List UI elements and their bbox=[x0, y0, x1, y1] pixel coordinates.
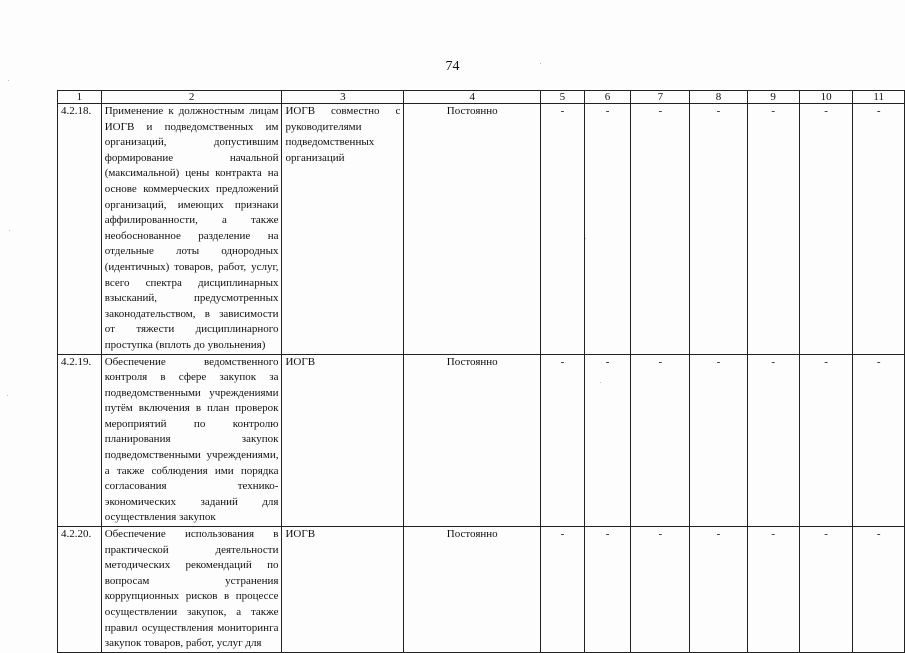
table-row bbox=[58, 104, 905, 355]
header-cell-8: 8 bbox=[690, 91, 747, 104]
col-5-value: - bbox=[541, 527, 585, 653]
executor-text: ИОГВ bbox=[282, 354, 404, 527]
header-cell-7: 7 bbox=[631, 91, 690, 104]
table-row bbox=[58, 527, 905, 653]
col-10-value: - bbox=[799, 527, 853, 653]
col-7-value: - bbox=[631, 104, 690, 355]
term-text: Постоянно bbox=[404, 104, 541, 355]
scan-speck bbox=[9, 230, 10, 231]
scan-speck bbox=[540, 63, 541, 64]
scan-speck bbox=[7, 395, 8, 396]
header-cell-4: 4 bbox=[404, 91, 541, 104]
header-cell-2: 2 bbox=[101, 91, 282, 104]
row-number: 4.2.18. bbox=[58, 104, 102, 355]
measure-text: Обеспечение использования в практической деятельности методических рекомендаций по вопросам устранения коррупционных рисков в процессе осуществлении закупок, а также правил осуществления мониторинга закупок товаров, работ, услуг для bbox=[101, 527, 282, 653]
col-10-value: - bbox=[799, 354, 853, 527]
measure-text: Обеспечение ведомственного контроля в сфере закупок за подведомственными учреждениями путём включения в план проверок мероприятий по контролю планирования закупок подведомственными учреждениями, а также соблюдения ими порядка согласования технико-экономических заданий для осуществления закупок bbox=[101, 354, 282, 527]
executor-text: ИОГВ bbox=[282, 527, 404, 653]
header-cell-1: 1 bbox=[58, 91, 102, 104]
col-6-value: - bbox=[584, 104, 631, 355]
header-row bbox=[58, 91, 905, 104]
term-text: Постоянно bbox=[404, 527, 541, 653]
col-9-value: - bbox=[747, 354, 799, 527]
header-cell-6: 6 bbox=[584, 91, 631, 104]
term-text: Постоянно bbox=[404, 354, 541, 527]
col-8-value: - bbox=[690, 527, 747, 653]
scan-speck bbox=[8, 80, 9, 81]
col-11-value: - bbox=[853, 354, 905, 527]
col-11-value: - bbox=[853, 527, 905, 653]
header-cell-11: 11 bbox=[853, 91, 905, 104]
row-number: 4.2.19. bbox=[58, 354, 102, 527]
header-cell-10: 10 bbox=[799, 91, 853, 104]
header-cell-5: 5 bbox=[541, 91, 585, 104]
col-6-value: - bbox=[584, 354, 631, 527]
scan-speck bbox=[600, 382, 601, 383]
col-9-value: - bbox=[747, 527, 799, 653]
executor-text: ИОГВ совместно с руководителями подведомственных организаций bbox=[282, 104, 404, 355]
table-row bbox=[58, 354, 905, 527]
header-cell-9: 9 bbox=[747, 91, 799, 104]
col-7-value: - bbox=[631, 527, 690, 653]
col-6-value: - bbox=[584, 527, 631, 653]
col-7-value: - bbox=[631, 354, 690, 527]
scan-speck bbox=[585, 238, 586, 239]
col-8-value: - bbox=[690, 104, 747, 355]
page-number: 74 bbox=[445, 59, 460, 74]
col-9-value: - bbox=[747, 104, 799, 355]
col-5-value: - bbox=[541, 104, 585, 355]
row-number: 4.2.20. bbox=[58, 527, 102, 653]
header-cell-3: 3 bbox=[282, 91, 404, 104]
measure-text: Применение к должностным лицам ИОГВ и подведомственных им организаций, допустившим формирование начальной (максимальной) цены контракта на основе коммерческих предложений организаций, имеющих признаки аффилированности, а также необоснованное разделение на отдельные лоты однородных (идентичных) товаров, работ, услуг, всего спектра дисциплинарных взысканий, предусмотренных законодательством, в зависимости от тяжести дисциплинарного проступка (вплоть до увольнения) bbox=[101, 104, 282, 355]
col-10-value: - bbox=[799, 104, 853, 355]
col-11-value: - bbox=[853, 104, 905, 355]
col-5-value: - bbox=[541, 354, 585, 527]
col-8-value: - bbox=[690, 354, 747, 527]
plan-table bbox=[57, 90, 905, 653]
